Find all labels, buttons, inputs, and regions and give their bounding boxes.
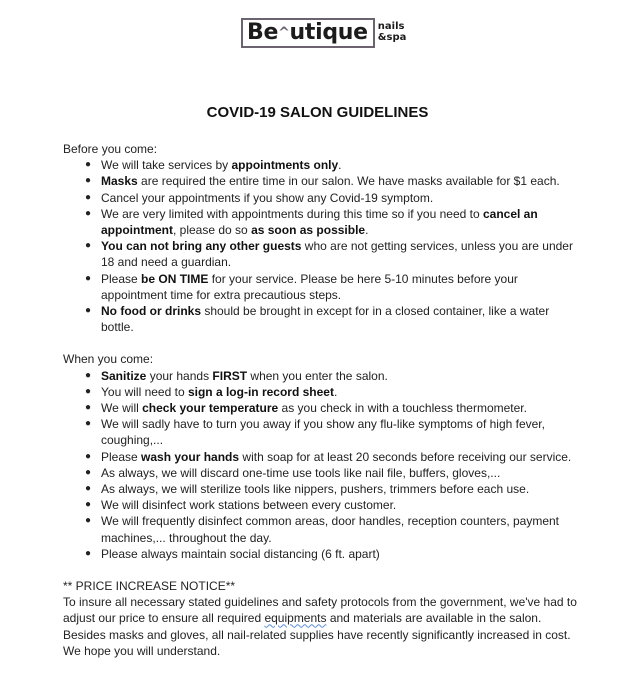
when-list <box>63 368 583 562</box>
emphasis-text: check your temperature <box>142 401 279 416</box>
item-text: with soap for at least 20 seconds before receiving our service. <box>239 449 572 464</box>
bullet-icon: ● <box>85 547 92 559</box>
bullet-icon: ● <box>85 483 92 495</box>
emphasis-text: sign a log-in record sheet <box>187 384 334 399</box>
bullet-icon: ● <box>85 175 92 187</box>
notice-body-pre: To insure all necessary stated guidelines and safety protocols from the government, we've had to adjust our price to ensure all required <box>63 595 577 626</box>
emphasis-text: FIRST <box>212 368 248 383</box>
list-item <box>85 481 583 497</box>
bullet-icon: ● <box>85 450 92 462</box>
item-text: . <box>333 384 338 399</box>
bullet-icon: ● <box>85 515 92 527</box>
item-text: . <box>338 158 342 173</box>
bullet-icon: ● <box>85 207 92 219</box>
list-item <box>85 157 583 173</box>
item-text: Please always maintain social distancing (6 ft. apart) <box>101 546 380 561</box>
item-text: are required the entire time in our salon. We have masks available for $1 each. <box>137 174 560 189</box>
bullet-icon: ● <box>85 240 92 252</box>
emphasis-text: be ON TIME <box>141 271 209 286</box>
section-spacer <box>63 335 583 351</box>
item-text: who are not getting services, unless you are under 18 and need a guardian. <box>101 239 573 270</box>
item-text: Cancel your appointments if you show any Covid-19 symptom. <box>101 190 434 205</box>
list-item <box>85 368 583 384</box>
item-text: We will take services by <box>101 158 232 173</box>
bullet-icon: ● <box>85 385 92 397</box>
emphasis-text: Masks <box>101 174 138 189</box>
spellcheck-flagged-word[interactable]: equipments <box>264 611 327 626</box>
document-body <box>63 141 583 659</box>
bullet-icon: ● <box>85 305 92 317</box>
item-text: You will need to <box>101 384 188 399</box>
item-text: We will sadly have to turn you away if you show any flu-like symptoms of high fever, coughing,... <box>101 417 545 448</box>
list-item <box>85 384 583 400</box>
list-item <box>85 238 583 270</box>
item-text: when you enter the salon. <box>247 368 388 383</box>
bullet-icon: ● <box>85 499 92 511</box>
item-text: We are very limited with appointments during this time so if you need to <box>101 206 483 221</box>
item-text: We will <box>101 401 143 416</box>
item-text: should be brought in except for in a closed container, like a water bottle. <box>101 304 550 335</box>
emphasis-text: cancel an appointment <box>101 206 538 238</box>
bullet-icon: ● <box>85 418 92 430</box>
logo-caret-mark: ^ <box>278 25 290 41</box>
list-item <box>85 497 583 513</box>
item-text: As always, we will discard one-time use tools like nail file, buffers, gloves,... <box>101 465 501 480</box>
bullet-icon: ● <box>85 402 92 414</box>
notice-heading: ** PRICE INCREASE NOTICE** <box>63 579 236 594</box>
page-title: COVID-19 SALON GUIDELINES <box>206 104 429 121</box>
item-text: Please <box>101 271 142 286</box>
item-text: We will disinfect work stations between every customer. <box>101 498 397 513</box>
bullet-icon: ● <box>85 466 92 478</box>
list-item <box>85 416 583 448</box>
logo-tagline-line1: nails <box>377 21 405 32</box>
emphasis-text: appointments only <box>231 158 339 173</box>
notice-body-post: and materials are available in the salon. Besides masks and gloves, all nail-related supplies have recently significantly increased in cost. We hope you will understand. <box>63 611 571 658</box>
item-text: as you check in with a touchless thermometer. <box>278 401 527 416</box>
emphasis-text: as soon as possible <box>251 223 366 238</box>
item-text: for your service. Please be here 5-10 minutes before your appointment time for extra precautious steps. <box>101 271 518 302</box>
list-item <box>85 465 583 481</box>
item-text: , please do so <box>173 223 252 238</box>
list-item <box>85 400 583 416</box>
bullet-icon: ● <box>85 159 92 171</box>
logo-tagline-line2: &spa <box>377 32 407 43</box>
bullet-icon: ● <box>85 191 92 203</box>
item-text: . <box>365 223 369 238</box>
before-heading: Before you come: <box>63 142 158 156</box>
bullet-icon: ● <box>85 272 92 284</box>
list-item <box>85 190 583 206</box>
notice-body <box>63 594 583 659</box>
logo-text-post: utique <box>289 20 368 45</box>
item-text: Please <box>101 449 142 464</box>
list-item <box>85 206 583 238</box>
item-text: As always, we will sterilize tools like nippers, pushers, trimmers before each use. <box>101 482 530 497</box>
logo-text-pre: Be <box>247 20 279 45</box>
emphasis-text: Sanitize <box>101 368 147 383</box>
list-item <box>85 303 583 335</box>
emphasis-text: You can not bring any other guests <box>101 239 302 254</box>
list-item <box>85 546 583 562</box>
before-list <box>63 157 583 335</box>
logo-wordmark <box>241 18 375 48</box>
emphasis-text: No food or drinks <box>101 304 201 319</box>
bullet-icon: ● <box>85 369 92 381</box>
brand-logo <box>241 18 406 48</box>
when-heading: When you come: <box>63 352 154 367</box>
item-text: your hands <box>146 368 213 383</box>
logo-tagline <box>378 18 407 43</box>
list-item <box>85 271 583 303</box>
item-text: We will frequently disinfect common areas, door handles, reception counters, payment machines,... throughout the day. <box>101 514 560 545</box>
list-item <box>85 173 583 189</box>
list-item <box>85 513 583 545</box>
emphasis-text: wash your hands <box>141 449 240 464</box>
list-item <box>85 449 583 465</box>
